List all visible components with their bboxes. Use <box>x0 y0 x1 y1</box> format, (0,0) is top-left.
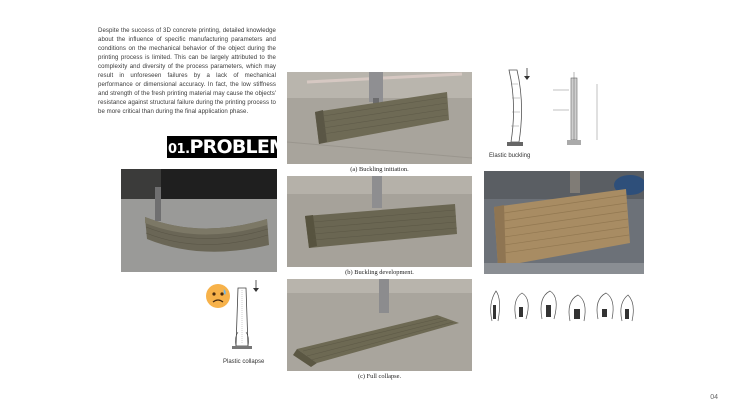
intro-paragraph: Despite the success of 3D concrete printing, detailed knowledge about the influence of specific manufacturing parameters and conditions on the mechanical behavior of the object during the printing process is limited. This can be largely attributed to the complexity and diversity of the process parameters, which may result in unforeseen failures by a lack of mechanical performance or dimensional accuracy. In fact, the low stiffness and strength of the fresh printing material may cause the objects' resistance against structural failure during the printing process to be more critical than during the final application phase. <box>98 27 276 115</box>
photo-buckling-initiation <box>287 72 472 164</box>
collapse-sequence-diagram <box>486 285 636 327</box>
heading-title: PROBLEM <box>189 136 288 158</box>
photo-printed-wall <box>484 171 644 274</box>
elastic-buckling-diagram <box>487 64 657 156</box>
photo-buckling-development <box>287 176 472 267</box>
caption-buckling-development: (b) Buckling development. <box>345 269 414 276</box>
photo-full-collapse <box>287 279 472 371</box>
label-elastic-buckling: Elastic buckling <box>489 153 531 159</box>
plastic-collapse-diagram <box>226 278 262 358</box>
section-heading <box>167 136 288 158</box>
caption-buckling-initiation: (a) Buckling initiation. <box>350 166 409 173</box>
caption-full-collapse: (c) Full collapse. <box>357 373 402 380</box>
label-plastic-collapse: Plastic collapse <box>223 359 265 365</box>
page-number: 04 <box>710 394 718 401</box>
photo-bent-wall <box>121 169 277 272</box>
heading-number: 01. <box>168 142 190 157</box>
